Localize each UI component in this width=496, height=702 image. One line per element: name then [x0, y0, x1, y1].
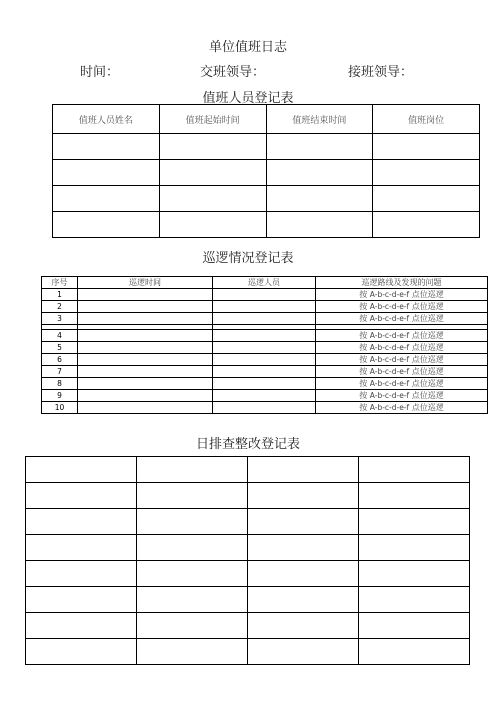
patrol-time-cell[interactable] — [78, 366, 213, 378]
route-suffix: 点位巡逻 — [411, 330, 444, 340]
table-cell[interactable] — [53, 134, 160, 160]
route-code: A-b-c-d-e-f — [369, 301, 410, 311]
patrol-staff-cell[interactable] — [213, 313, 316, 325]
table-cell[interactable] — [26, 587, 137, 613]
patrol-staff-cell[interactable] — [213, 390, 316, 402]
route-suffix: 点位巡逻 — [411, 366, 444, 376]
inspection-rows — [26, 457, 470, 665]
patrol-route-cell[interactable] — [316, 289, 488, 301]
table-row — [42, 289, 488, 301]
patrol-time-cell[interactable] — [78, 289, 213, 301]
column-header: 巡逻人员 — [213, 277, 316, 289]
table-cell[interactable] — [359, 639, 470, 665]
table-cell[interactable] — [159, 160, 266, 186]
route-prefix: 按 — [359, 289, 368, 299]
table-row — [42, 366, 488, 378]
patrol-route-cell[interactable] — [316, 378, 488, 390]
table-cell[interactable] — [266, 212, 373, 238]
table-row — [42, 354, 488, 366]
patrol-staff-cell[interactable] — [213, 378, 316, 390]
receiving-leader-label: 接班领导： — [348, 65, 414, 80]
table-row — [26, 587, 470, 613]
table-cell[interactable] — [266, 186, 373, 212]
patrol-time-cell[interactable] — [78, 342, 213, 354]
table-row — [26, 561, 470, 587]
table-cell[interactable] — [373, 134, 480, 160]
row-number: 4 — [42, 330, 78, 342]
table-cell[interactable] — [137, 613, 248, 639]
patrol-staff-cell[interactable] — [213, 366, 316, 378]
patrol-time-cell[interactable] — [78, 402, 213, 414]
table-row — [42, 301, 488, 313]
row-number: 8 — [42, 378, 78, 390]
table-row — [42, 330, 488, 342]
route-prefix: 按 — [359, 402, 368, 412]
row-number: 1 — [42, 289, 78, 301]
table-cell[interactable] — [26, 639, 137, 665]
table-row — [42, 313, 488, 325]
table-cell[interactable] — [359, 587, 470, 613]
table-row — [26, 483, 470, 509]
table-cell[interactable] — [26, 561, 137, 587]
column-header: 值班结束时间 — [266, 105, 373, 134]
patrol-time-cell[interactable] — [78, 301, 213, 313]
patrol-register-table — [41, 276, 488, 414]
table-cell[interactable] — [53, 212, 160, 238]
table-row — [42, 342, 488, 354]
table-cell[interactable] — [359, 613, 470, 639]
patrol-route-cell[interactable] — [316, 390, 488, 402]
table-cell[interactable] — [248, 509, 359, 535]
table-cell[interactable] — [359, 561, 470, 587]
patrol-time-cell[interactable] — [78, 390, 213, 402]
row-number: 9 — [42, 390, 78, 402]
table-cell[interactable] — [159, 212, 266, 238]
route-suffix: 点位巡逻 — [411, 390, 444, 400]
column-header: 值班岗位 — [373, 105, 480, 134]
route-prefix: 按 — [359, 354, 368, 364]
patrol-route-cell[interactable] — [316, 330, 488, 342]
patrol-staff-cell[interactable] — [213, 342, 316, 354]
route-suffix: 点位巡逻 — [411, 378, 444, 388]
patrol-route-cell[interactable] — [316, 342, 488, 354]
table-cell[interactable] — [359, 509, 470, 535]
table-cell[interactable] — [359, 483, 470, 509]
table-cell[interactable] — [137, 535, 248, 561]
staff-register-table — [52, 104, 480, 238]
table-cell[interactable] — [159, 186, 266, 212]
patrol-staff-cell[interactable] — [213, 402, 316, 414]
table-cell[interactable] — [26, 509, 137, 535]
time-label: 时间： — [80, 65, 120, 80]
row-number: 7 — [42, 366, 78, 378]
column-header: 值班人员姓名 — [53, 105, 160, 134]
column-header: 巡逻路线及发现的问题 — [316, 277, 488, 289]
table-row — [26, 509, 470, 535]
route-prefix: 按 — [359, 390, 368, 400]
column-header: 值班起始时间 — [159, 105, 266, 134]
table-cell[interactable] — [359, 535, 470, 561]
document-title: 单位值班日志 — [208, 40, 287, 55]
table-cell[interactable] — [137, 457, 248, 483]
route-code: A-b-c-d-e-f — [369, 342, 410, 352]
route-prefix: 按 — [359, 330, 368, 340]
table-cell[interactable] — [248, 535, 359, 561]
table-cell[interactable] — [137, 561, 248, 587]
patrol-staff-cell[interactable] — [213, 330, 316, 342]
table-cell[interactable] — [53, 160, 160, 186]
patrol-time-cell[interactable] — [78, 354, 213, 366]
patrol-route-cell[interactable] — [316, 301, 488, 313]
inspection-section-title: 日排查整改登记表 — [195, 437, 300, 452]
route-prefix: 按 — [359, 342, 368, 352]
route-suffix: 点位巡逻 — [411, 301, 444, 311]
patrol-time-cell[interactable] — [78, 330, 213, 342]
table-row — [42, 402, 488, 414]
table-cell[interactable] — [26, 613, 137, 639]
table-cell[interactable] — [53, 186, 160, 212]
patrol-route-cell[interactable] — [316, 366, 488, 378]
table-cell[interactable] — [373, 212, 480, 238]
column-header: 序号 — [42, 277, 78, 289]
route-code: A-b-c-d-e-f — [369, 378, 410, 388]
patrol-route-cell[interactable] — [316, 354, 488, 366]
patrol-staff-cell[interactable] — [213, 301, 316, 313]
table-cell[interactable] — [137, 509, 248, 535]
row-number: 5 — [42, 342, 78, 354]
table-cell[interactable] — [248, 457, 359, 483]
table-cell[interactable] — [137, 483, 248, 509]
table-cell[interactable] — [26, 457, 137, 483]
route-code: A-b-c-d-e-f — [369, 366, 410, 376]
table-cell[interactable] — [26, 483, 137, 509]
table-cell[interactable] — [248, 483, 359, 509]
table-row — [26, 535, 470, 561]
table-cell[interactable] — [137, 587, 248, 613]
table-row — [42, 390, 488, 402]
route-prefix: 按 — [359, 378, 368, 388]
table-row — [42, 378, 488, 390]
staff-section-title: 值班人员登记表 — [202, 91, 294, 106]
route-prefix: 按 — [359, 301, 368, 311]
table-header-row — [42, 277, 488, 289]
row-number: 3 — [42, 313, 78, 325]
route-code: A-b-c-d-e-f — [369, 354, 410, 364]
table-cell[interactable] — [26, 535, 137, 561]
patrol-route-cell[interactable] — [316, 402, 488, 414]
table-row — [53, 212, 480, 238]
table-row — [53, 160, 480, 186]
patrol-section-title: 巡逻情况登记表 — [202, 251, 294, 266]
table-row — [53, 134, 480, 160]
route-suffix: 点位巡逻 — [411, 402, 444, 412]
handover-leader-label: 交班领导： — [200, 65, 266, 80]
route-code: A-b-c-d-e-f — [369, 402, 410, 412]
table-row — [26, 457, 470, 483]
route-suffix: 点位巡逻 — [411, 313, 444, 323]
table-cell[interactable] — [248, 639, 359, 665]
inspection-register-table — [25, 456, 470, 665]
row-number: 6 — [42, 354, 78, 366]
patrol-route-cell[interactable] — [316, 313, 488, 325]
table-row — [26, 613, 470, 639]
patrol-time-cell[interactable] — [78, 378, 213, 390]
route-code: A-b-c-d-e-f — [369, 313, 410, 323]
table-cell[interactable] — [373, 160, 480, 186]
table-cell[interactable] — [266, 160, 373, 186]
row-number: 10 — [42, 402, 78, 414]
table-cell[interactable] — [248, 613, 359, 639]
table-cell[interactable] — [159, 134, 266, 160]
route-code: A-b-c-d-e-f — [369, 390, 410, 400]
patrol-staff-cell[interactable] — [213, 354, 316, 366]
table-row — [53, 186, 480, 212]
route-suffix: 点位巡逻 — [411, 342, 444, 352]
route-code: A-b-c-d-e-f — [369, 330, 410, 340]
route-suffix: 点位巡逻 — [411, 354, 444, 364]
table-cell[interactable] — [266, 134, 373, 160]
patrol-rows — [42, 289, 488, 414]
table-cell[interactable] — [248, 561, 359, 587]
table-row — [26, 639, 470, 665]
route-prefix: 按 — [359, 366, 368, 376]
table-cell[interactable] — [373, 186, 480, 212]
route-prefix: 按 — [359, 313, 368, 323]
table-header-row — [53, 105, 480, 134]
patrol-staff-cell[interactable] — [213, 289, 316, 301]
column-header: 巡逻时间 — [78, 277, 213, 289]
route-code: A-b-c-d-e-f — [369, 289, 410, 299]
table-cell[interactable] — [359, 457, 470, 483]
table-cell[interactable] — [248, 587, 359, 613]
route-suffix: 点位巡逻 — [411, 289, 444, 299]
table-cell[interactable] — [137, 639, 248, 665]
row-number: 2 — [42, 301, 78, 313]
patrol-time-cell[interactable] — [78, 313, 213, 325]
